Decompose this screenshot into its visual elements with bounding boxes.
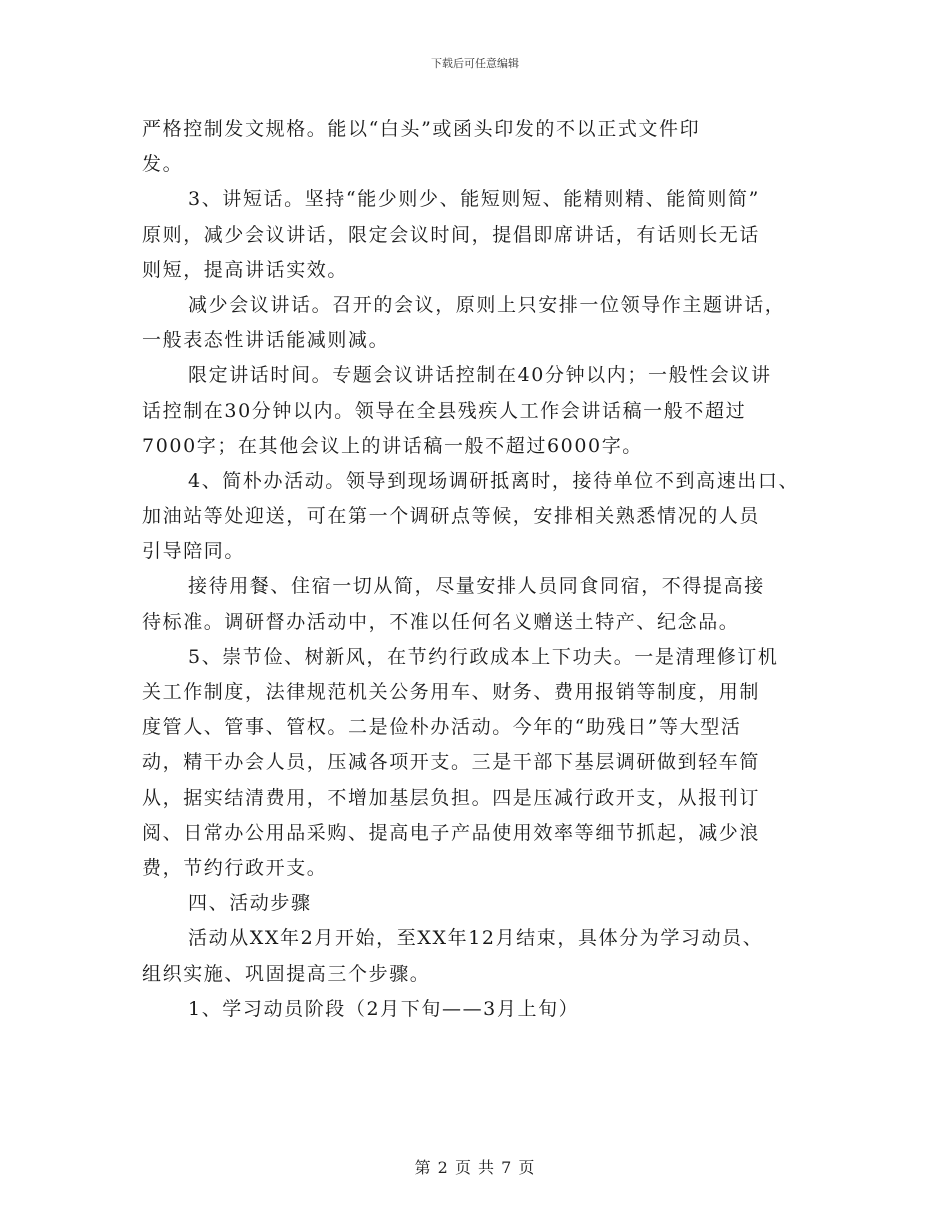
text-line: 接待用餐、住宿一切从简，尽量安排人员同食同宿，不得提高接 [188, 575, 765, 598]
text-line: 组织实施、巩固提高三个步骤。 [142, 962, 431, 985]
page-header: 下载后可任意编辑 [431, 57, 519, 70]
text-line: 1、学习动员阶段（2月下旬——3月上旬） [188, 997, 580, 1020]
text-line: 发。 [142, 153, 184, 176]
text-line: 严格控制发文规格。能以“白头”或函头印发的不以正式文件印 [142, 118, 701, 140]
text-line: 则短，提高讲话实效。 [142, 258, 349, 281]
text-line: 活动从XX年2月开始，至XX年12月结束，具体分为学习动员、 [188, 927, 764, 950]
text-line: 动，精干办会人员，压减各项开支。三是干部下基层调研做到轻车简 [142, 751, 761, 774]
text-line: 引导陪同。 [142, 540, 246, 563]
document-body [142, 112, 822, 1027]
text-line: 限定讲话时间。专题会议讲话控制在40分钟以内；一般性会议讲 [188, 364, 772, 387]
text-line: 一般表态性讲话能减则减。 [142, 329, 390, 352]
page-number: 第 2 页 共 7 页 [414, 1158, 536, 1177]
text-line: 阅、日常办公用品采购、提高电子产品使用效率等细节抓起，减少浪 [142, 821, 761, 844]
text-line: 加油站等处迎送，可在第一个调研点等候，安排相关熟悉情况的人员 [142, 505, 761, 528]
text-line: 关工作制度，法律规范机关公务用车、财务、费用报销等制度，用制 [142, 681, 761, 703]
text-line: 5、崇节俭、树新风，在节约行政成本上下功夫。一是清理修订机 [188, 645, 779, 668]
text-line: 原则，减少会议讲话，限定会议时间，提倡即席讲话，有话则长无话 [142, 223, 761, 246]
text-line: 费，节约行政开支。 [142, 856, 328, 879]
text-line: 减少会议讲话。召开的会议，原则上只安排一位领导作主题讲话， [188, 293, 786, 316]
text-line: 从，据实结清费用，不增加基层负担。四是压减行政开支，从报刊订 [142, 786, 761, 809]
text-line: 3、讲短话。坚持“能少则少、能短则短、能精则精、能简则简” [188, 188, 760, 211]
text-line: 话控制在30分钟以内。领导在全县残疾人工作会讲话稿一般不超过 [142, 399, 747, 422]
text-line: 待标准。调研督办活动中，不准以任何名义赠送土特产、纪念品。 [142, 610, 740, 633]
text-line: 4、简朴办活动。领导到现场调研抵离时，接待单位不到高速出口、 [188, 469, 800, 492]
section-heading: 四、活动步骤 [188, 892, 312, 915]
text-line: 7000字；在其他会议上的讲话稿一般不超过6000字。 [142, 434, 643, 457]
text-line: 度管人、管事、管权。二是俭朴办活动。今年的“助残日”等大型活 [142, 716, 742, 739]
